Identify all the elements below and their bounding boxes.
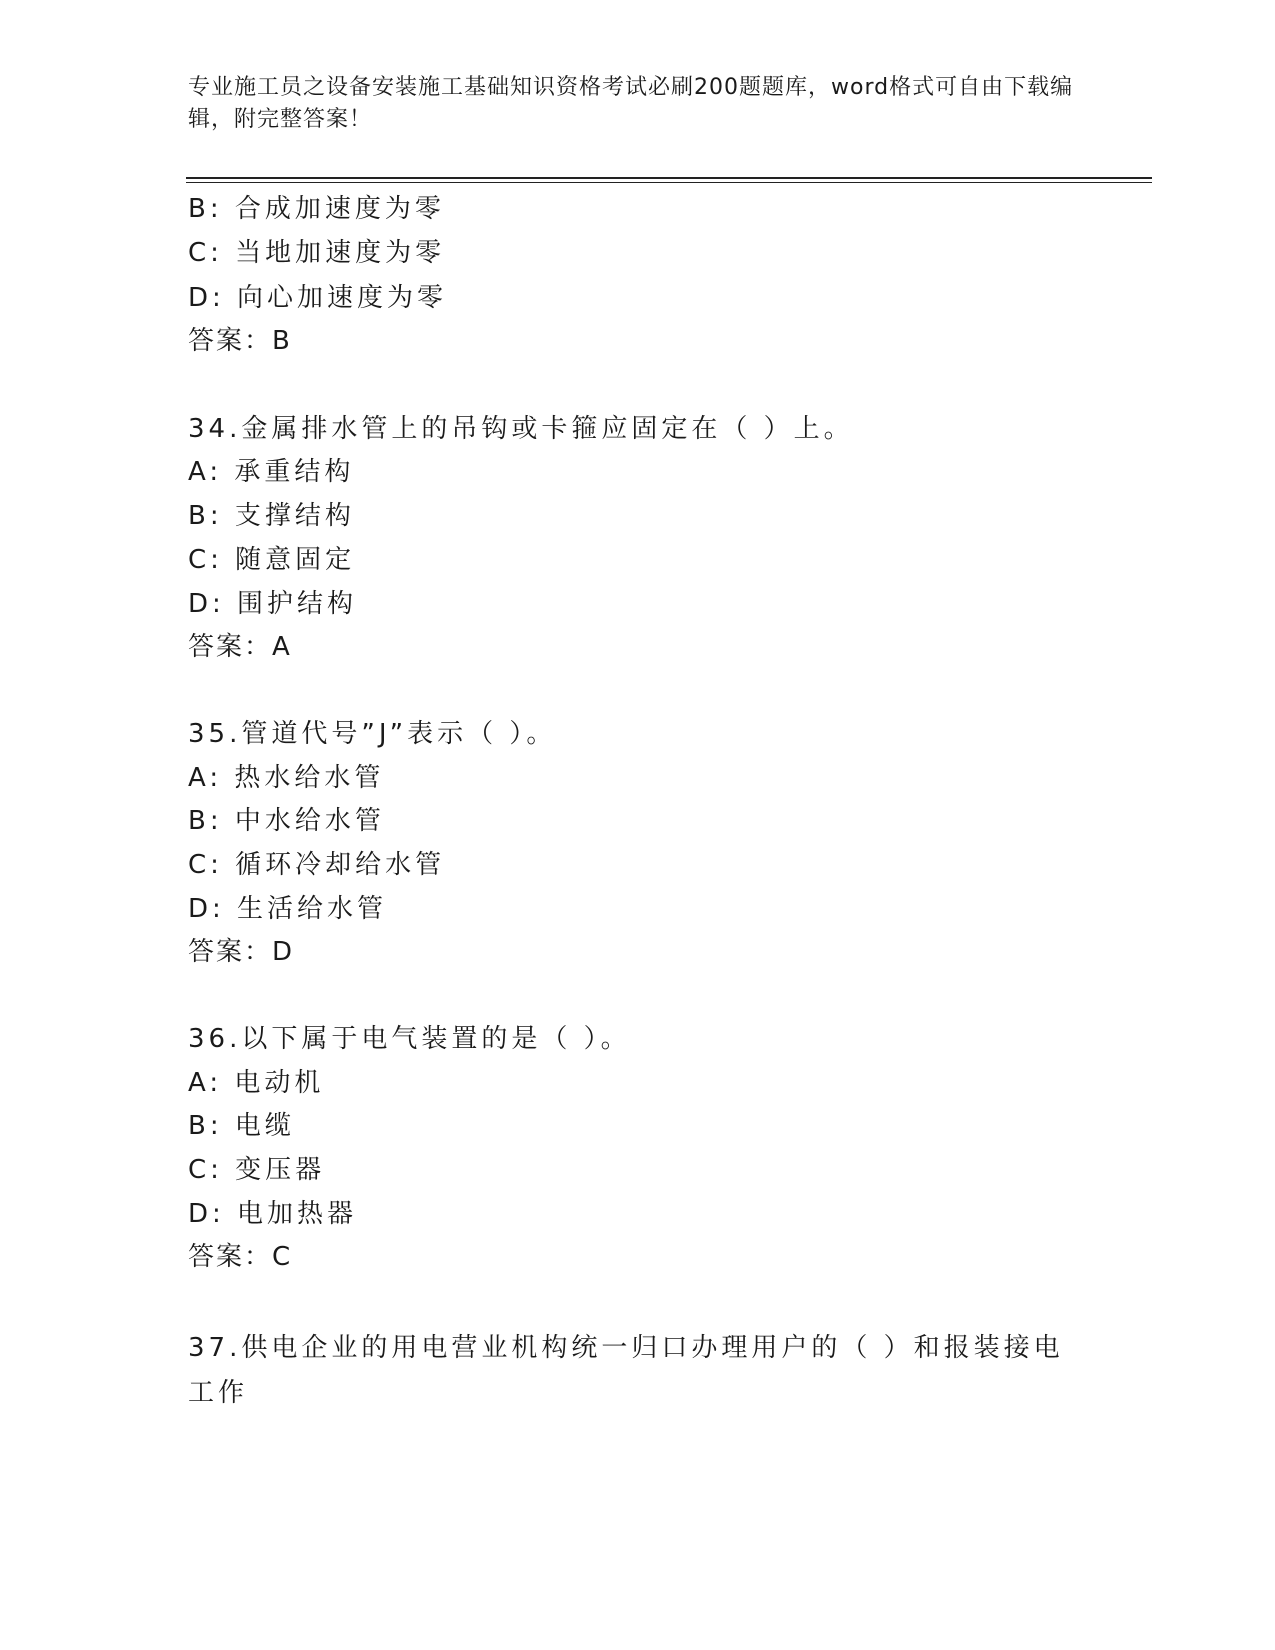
header-divider-thin bbox=[186, 182, 1152, 183]
q35-option-c: C: 循环冷却给水管 bbox=[188, 850, 446, 880]
q35-answer: 答案：D bbox=[188, 937, 295, 967]
q34-stem: 34.金属排水管上的吊钩或卡箍应固定在（ ）上。 bbox=[188, 414, 854, 444]
q34-option-d: D: 围护结构 bbox=[188, 589, 358, 619]
q34-option-c: C: 随意固定 bbox=[188, 545, 356, 575]
header-divider-thick bbox=[186, 177, 1152, 179]
q36-option-b: B: 电缆 bbox=[188, 1111, 295, 1141]
q34-option-a: A: 承重结构 bbox=[188, 457, 355, 487]
q33-option-c: C: 当地加速度为零 bbox=[188, 238, 446, 268]
q34-answer: 答案：A bbox=[188, 632, 292, 662]
q35-option-b: B: 中水给水管 bbox=[188, 806, 385, 836]
q35-option-d: D: 生活给水管 bbox=[188, 894, 388, 924]
q36-option-d: D: 电加热器 bbox=[188, 1199, 358, 1229]
q36-answer: 答案：C bbox=[188, 1242, 293, 1272]
q34-option-b: B: 支撑结构 bbox=[188, 501, 355, 531]
q36-stem: 36.以下属于电气装置的是（ ）。 bbox=[188, 1024, 631, 1054]
q36-option-a: A: 电动机 bbox=[188, 1068, 325, 1098]
q35-option-a: A: 热水给水管 bbox=[188, 763, 385, 793]
document-header: 专业施工员之设备安装施工基础知识资格考试必刷200题题库，word格式可自由下载编辑，附完整答案！ bbox=[188, 75, 1074, 132]
q35-stem: 35.管道代号”J”表示（ ）。 bbox=[188, 719, 557, 749]
q33-option-b: B: 合成加速度为零 bbox=[188, 194, 445, 224]
q37-stem: 37.供电企业的用电营业机构统一归口办理用户的（ ）和报装接电工作 bbox=[188, 1333, 1064, 1408]
q33-option-d: D: 向心加速度为零 bbox=[188, 283, 448, 313]
q33-answer: 答案：B bbox=[188, 326, 292, 356]
q36-option-c: C: 变压器 bbox=[188, 1155, 326, 1185]
